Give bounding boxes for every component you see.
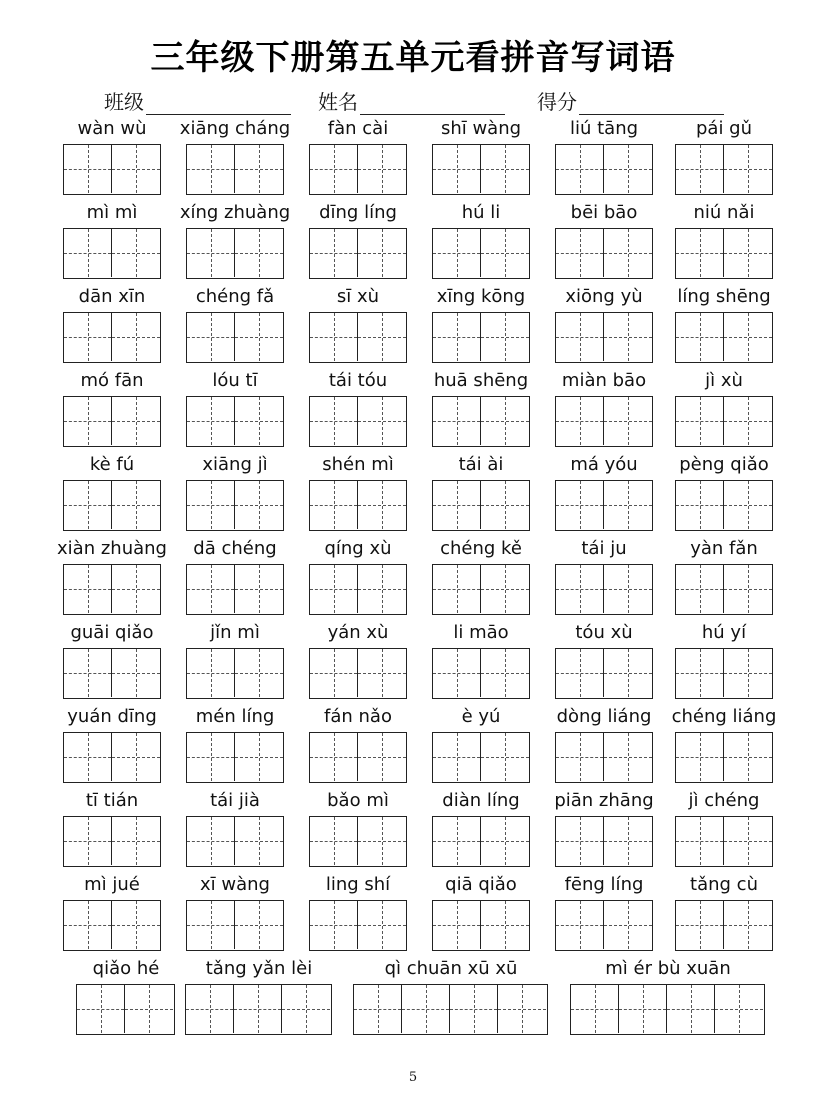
pinyin-label: chéng liáng (671, 706, 777, 727)
character-box[interactable] (310, 313, 358, 361)
pinyin-label: xiàn zhuàng (57, 538, 167, 559)
pinyin-label: tī tián (85, 790, 139, 811)
pinyin-label: huā shēng (433, 370, 529, 391)
pinyin-label: chéng kě (440, 538, 522, 559)
character-box[interactable] (715, 985, 763, 1033)
character-box[interactable] (724, 397, 772, 445)
character-box[interactable] (64, 229, 112, 277)
character-box[interactable] (112, 229, 160, 277)
character-box[interactable] (186, 985, 234, 1033)
character-box[interactable] (125, 985, 173, 1033)
character-box[interactable] (112, 901, 160, 949)
character-box[interactable] (187, 145, 235, 193)
character-box[interactable] (724, 901, 772, 949)
pinyin-label: tái tóu (328, 370, 388, 391)
pinyin-label: yán xù (327, 622, 389, 643)
character-box[interactable] (604, 145, 652, 193)
character-box[interactable] (187, 229, 235, 277)
pinyin-label: shén mì (322, 454, 394, 475)
writing-grid[interactable] (186, 144, 284, 195)
writing-grid[interactable] (309, 480, 407, 531)
pinyin-label: tái ju (581, 538, 627, 559)
writing-grid[interactable] (309, 144, 407, 195)
writing-grid[interactable] (63, 564, 161, 615)
character-box[interactable] (112, 313, 160, 361)
character-box[interactable] (358, 901, 406, 949)
writing-grid[interactable] (675, 732, 773, 783)
character-box[interactable] (724, 649, 772, 697)
character-box[interactable] (676, 229, 724, 277)
writing-grid[interactable] (432, 228, 530, 279)
character-box[interactable] (676, 397, 724, 445)
character-box[interactable] (235, 313, 283, 361)
character-box[interactable] (235, 733, 283, 781)
character-box[interactable] (358, 145, 406, 193)
character-box[interactable] (310, 649, 358, 697)
character-box[interactable] (676, 313, 724, 361)
score-field (537, 86, 724, 115)
character-box[interactable] (556, 397, 604, 445)
character-box[interactable] (187, 649, 235, 697)
pinyin-label: tóu xù (575, 622, 633, 643)
character-box[interactable] (310, 229, 358, 277)
character-box[interactable] (604, 565, 652, 613)
pinyin-label: sī xù (336, 286, 380, 307)
pinyin-label: jǐn mì (210, 622, 260, 643)
writing-grid[interactable] (309, 648, 407, 699)
pinyin-label: xiāng cháng (179, 118, 291, 139)
pinyin-label: mó fān (80, 370, 144, 391)
pinyin-label: xiāng jì (202, 454, 268, 475)
character-box[interactable] (556, 145, 604, 193)
character-box[interactable] (481, 313, 529, 361)
character-box[interactable] (619, 985, 667, 1033)
character-box[interactable] (358, 313, 406, 361)
character-box[interactable] (112, 397, 160, 445)
character-box[interactable] (235, 649, 283, 697)
writing-grid[interactable] (675, 648, 773, 699)
character-box[interactable] (724, 817, 772, 865)
pinyin-label: ling shí (325, 874, 391, 895)
character-box[interactable] (433, 229, 481, 277)
character-box[interactable] (187, 817, 235, 865)
writing-grid[interactable] (675, 144, 773, 195)
character-box[interactable] (676, 565, 724, 613)
writing-grid[interactable] (63, 396, 161, 447)
character-box[interactable] (604, 313, 652, 361)
writing-grid[interactable] (432, 312, 530, 363)
writing-grid[interactable] (675, 480, 773, 531)
score-blank[interactable] (579, 90, 724, 115)
pinyin-label: qiā qiǎo (445, 874, 517, 895)
pinyin-label: diàn líng (442, 790, 520, 811)
character-box[interactable] (358, 481, 406, 529)
character-box[interactable] (604, 397, 652, 445)
character-box[interactable] (358, 733, 406, 781)
pinyin-label: fàn cài (327, 118, 389, 139)
writing-grid[interactable] (186, 228, 284, 279)
pinyin-label: mén líng (195, 706, 275, 727)
writing-grid[interactable] (309, 816, 407, 867)
character-box[interactable] (676, 733, 724, 781)
character-box[interactable] (481, 229, 529, 277)
pinyin-label: tái ài (458, 454, 504, 475)
character-box[interactable] (556, 313, 604, 361)
writing-grid[interactable] (186, 480, 284, 531)
writing-grid[interactable] (555, 648, 653, 699)
pinyin-label: tái jià (210, 790, 260, 811)
writing-grid[interactable] (432, 732, 530, 783)
character-box[interactable] (556, 901, 604, 949)
character-box[interactable] (402, 985, 450, 1033)
writing-grid[interactable] (185, 984, 332, 1035)
character-box[interactable] (282, 985, 330, 1033)
character-box[interactable] (481, 565, 529, 613)
character-box[interactable] (433, 397, 481, 445)
pinyin-label: bēi bāo (570, 202, 638, 223)
character-box[interactable] (235, 901, 283, 949)
character-box[interactable] (310, 397, 358, 445)
writing-grid[interactable] (309, 228, 407, 279)
pinyin-label: xī wàng (200, 874, 270, 895)
class-field (104, 86, 291, 115)
writing-grid[interactable] (186, 564, 284, 615)
writing-grid[interactable] (555, 900, 653, 951)
pinyin-label: qì chuān xū xū (384, 958, 518, 979)
character-box[interactable] (676, 481, 724, 529)
pinyin-label: tǎng cù (690, 874, 758, 895)
student-info-bar (0, 86, 826, 120)
character-box[interactable] (433, 901, 481, 949)
character-box[interactable] (556, 481, 604, 529)
character-box[interactable] (481, 481, 529, 529)
character-box[interactable] (77, 985, 125, 1033)
character-box[interactable] (724, 313, 772, 361)
character-box[interactable] (112, 817, 160, 865)
character-box[interactable] (64, 733, 112, 781)
pinyin-label: dā chéng (193, 538, 277, 559)
pinyin-label: guāi qiǎo (70, 622, 154, 643)
writing-grid[interactable] (63, 312, 161, 363)
pinyin-label: shī wàng (440, 118, 522, 139)
character-box[interactable] (64, 313, 112, 361)
writing-grid[interactable] (555, 144, 653, 195)
character-box[interactable] (450, 985, 498, 1033)
pinyin-label: qíng xù (324, 538, 392, 559)
writing-grid[interactable] (63, 648, 161, 699)
page-title: 三年级下册第五单元看拼音写词语 (150, 38, 676, 78)
character-box[interactable] (556, 733, 604, 781)
pinyin-label: bǎo mì (327, 790, 389, 811)
character-box[interactable] (498, 985, 546, 1033)
character-box[interactable] (64, 817, 112, 865)
name-blank[interactable] (360, 90, 505, 115)
character-box[interactable] (676, 145, 724, 193)
writing-grid[interactable] (186, 732, 284, 783)
writing-grid[interactable] (555, 312, 653, 363)
character-box[interactable] (112, 649, 160, 697)
writing-grid[interactable] (570, 984, 765, 1035)
character-box[interactable] (310, 145, 358, 193)
writing-grid[interactable] (186, 816, 284, 867)
writing-grid[interactable] (675, 900, 773, 951)
writing-grid[interactable] (555, 732, 653, 783)
pinyin-label: má yóu (570, 454, 638, 475)
character-box[interactable] (187, 733, 235, 781)
character-box[interactable] (481, 901, 529, 949)
writing-grid[interactable] (555, 396, 653, 447)
character-box[interactable] (358, 229, 406, 277)
class-label: 班级 (104, 90, 144, 114)
class-blank[interactable] (146, 90, 291, 115)
character-box[interactable] (358, 817, 406, 865)
character-box[interactable] (64, 649, 112, 697)
character-box[interactable] (187, 565, 235, 613)
pinyin-label: pèng qiǎo (679, 454, 769, 475)
character-box[interactable] (235, 397, 283, 445)
character-box[interactable] (556, 649, 604, 697)
writing-grid[interactable] (63, 900, 161, 951)
score-label: 得分 (537, 90, 577, 114)
pinyin-label: lóu tī (212, 370, 258, 391)
writing-grid[interactable] (353, 984, 548, 1035)
name-label: 姓名 (318, 90, 358, 114)
pinyin-label: miàn bāo (561, 370, 647, 391)
character-box[interactable] (724, 145, 772, 193)
pinyin-label: qiǎo hé (92, 958, 160, 979)
writing-grid[interactable] (432, 900, 530, 951)
character-box[interactable] (235, 229, 283, 277)
pinyin-label: xiōng yù (565, 286, 643, 307)
character-box[interactable] (433, 145, 481, 193)
pinyin-label: dān xīn (78, 286, 146, 307)
character-box[interactable] (112, 481, 160, 529)
writing-grid[interactable] (432, 816, 530, 867)
character-box[interactable] (235, 481, 283, 529)
character-box[interactable] (354, 985, 402, 1033)
character-box[interactable] (112, 733, 160, 781)
character-box[interactable] (433, 649, 481, 697)
writing-grid[interactable] (675, 564, 773, 615)
writing-grid[interactable] (63, 732, 161, 783)
character-box[interactable] (604, 229, 652, 277)
pinyin-label: jì xù (705, 370, 743, 391)
character-box[interactable] (433, 481, 481, 529)
pinyin-label: wàn wù (77, 118, 147, 139)
writing-grid[interactable] (675, 312, 773, 363)
character-box[interactable] (724, 733, 772, 781)
character-box[interactable] (234, 985, 282, 1033)
pinyin-label: dòng liáng (556, 706, 652, 727)
writing-grid[interactable] (432, 144, 530, 195)
character-box[interactable] (433, 313, 481, 361)
writing-grid[interactable] (76, 984, 175, 1035)
character-box[interactable] (433, 733, 481, 781)
pinyin-label: mì jué (84, 874, 140, 895)
character-box[interactable] (310, 733, 358, 781)
pinyin-label: niú nǎi (693, 202, 755, 223)
writing-grid[interactable] (186, 648, 284, 699)
character-box[interactable] (64, 481, 112, 529)
writing-grid[interactable] (432, 396, 530, 447)
character-box[interactable] (235, 817, 283, 865)
pinyin-label: pái gǔ (695, 118, 753, 139)
character-box[interactable] (676, 817, 724, 865)
character-box[interactable] (481, 733, 529, 781)
character-box[interactable] (604, 649, 652, 697)
character-box[interactable] (358, 397, 406, 445)
character-box[interactable] (64, 397, 112, 445)
pinyin-label: chéng fǎ (195, 286, 275, 307)
character-box[interactable] (112, 145, 160, 193)
character-box[interactable] (667, 985, 715, 1033)
character-box[interactable] (358, 649, 406, 697)
character-box[interactable] (604, 733, 652, 781)
writing-grid[interactable] (432, 480, 530, 531)
writing-grid[interactable] (675, 228, 773, 279)
character-box[interactable] (604, 901, 652, 949)
character-box[interactable] (433, 817, 481, 865)
character-box[interactable] (724, 229, 772, 277)
character-box[interactable] (64, 145, 112, 193)
pinyin-label: liú tāng (569, 118, 639, 139)
character-box[interactable] (310, 901, 358, 949)
pinyin-label: tǎng yǎn lèi (205, 958, 313, 979)
character-box[interactable] (310, 565, 358, 613)
character-box[interactable] (481, 145, 529, 193)
character-box[interactable] (556, 565, 604, 613)
writing-grid[interactable] (555, 228, 653, 279)
character-box[interactable] (481, 397, 529, 445)
writing-grid[interactable] (555, 480, 653, 531)
writing-grid[interactable] (309, 396, 407, 447)
writing-grid[interactable] (63, 816, 161, 867)
pinyin-label: mì mì (86, 202, 138, 223)
character-box[interactable] (310, 481, 358, 529)
pinyin-label: yàn fǎn (690, 538, 758, 559)
character-box[interactable] (64, 901, 112, 949)
pinyin-label: fán nǎo (324, 706, 392, 727)
pinyin-label: hú li (461, 202, 501, 223)
pinyin-label: piān zhāng (554, 790, 654, 811)
pinyin-label: xíng zhuàng (179, 202, 291, 223)
character-box[interactable] (724, 481, 772, 529)
character-box[interactable] (724, 565, 772, 613)
character-box[interactable] (187, 481, 235, 529)
character-box[interactable] (604, 481, 652, 529)
writing-grid[interactable] (186, 312, 284, 363)
writing-grid[interactable] (309, 312, 407, 363)
pinyin-label: dīng líng (319, 202, 397, 223)
character-box[interactable] (112, 565, 160, 613)
character-box[interactable] (571, 985, 619, 1033)
character-box[interactable] (676, 901, 724, 949)
writing-grid[interactable] (432, 564, 530, 615)
writing-grid[interactable] (309, 732, 407, 783)
pinyin-label: fēng líng (564, 874, 644, 895)
pinyin-label: yuán dīng (67, 706, 157, 727)
writing-grid[interactable] (309, 564, 407, 615)
character-box[interactable] (433, 565, 481, 613)
pinyin-label: hú yí (701, 622, 747, 643)
writing-grid[interactable] (675, 816, 773, 867)
writing-grid[interactable] (675, 396, 773, 447)
character-box[interactable] (676, 649, 724, 697)
pinyin-label: mì ér bù xuān (605, 958, 731, 979)
writing-grid[interactable] (63, 144, 161, 195)
character-box[interactable] (481, 817, 529, 865)
writing-grid[interactable] (555, 564, 653, 615)
character-box[interactable] (604, 817, 652, 865)
writing-grid[interactable] (309, 900, 407, 951)
character-box[interactable] (556, 229, 604, 277)
pinyin-label: è yú (461, 706, 501, 727)
writing-grid[interactable] (63, 228, 161, 279)
character-box[interactable] (481, 649, 529, 697)
writing-grid[interactable] (555, 816, 653, 867)
pinyin-label: li māo (453, 622, 509, 643)
character-box[interactable] (235, 565, 283, 613)
pinyin-label: líng shēng (677, 286, 771, 307)
writing-grid[interactable] (432, 648, 530, 699)
character-box[interactable] (310, 817, 358, 865)
character-box[interactable] (556, 817, 604, 865)
pinyin-label: kè fú (89, 454, 135, 475)
page-number: 5 (408, 1070, 418, 1085)
character-box[interactable] (187, 313, 235, 361)
character-box[interactable] (187, 397, 235, 445)
character-box[interactable] (64, 565, 112, 613)
writing-grid[interactable] (186, 900, 284, 951)
writing-grid[interactable] (63, 480, 161, 531)
character-box[interactable] (187, 901, 235, 949)
pinyin-label: jì chéng (688, 790, 760, 811)
character-box[interactable] (358, 565, 406, 613)
name-field (318, 86, 505, 115)
character-box[interactable] (235, 145, 283, 193)
pinyin-label: xīng kōng (436, 286, 526, 307)
writing-grid[interactable] (186, 396, 284, 447)
